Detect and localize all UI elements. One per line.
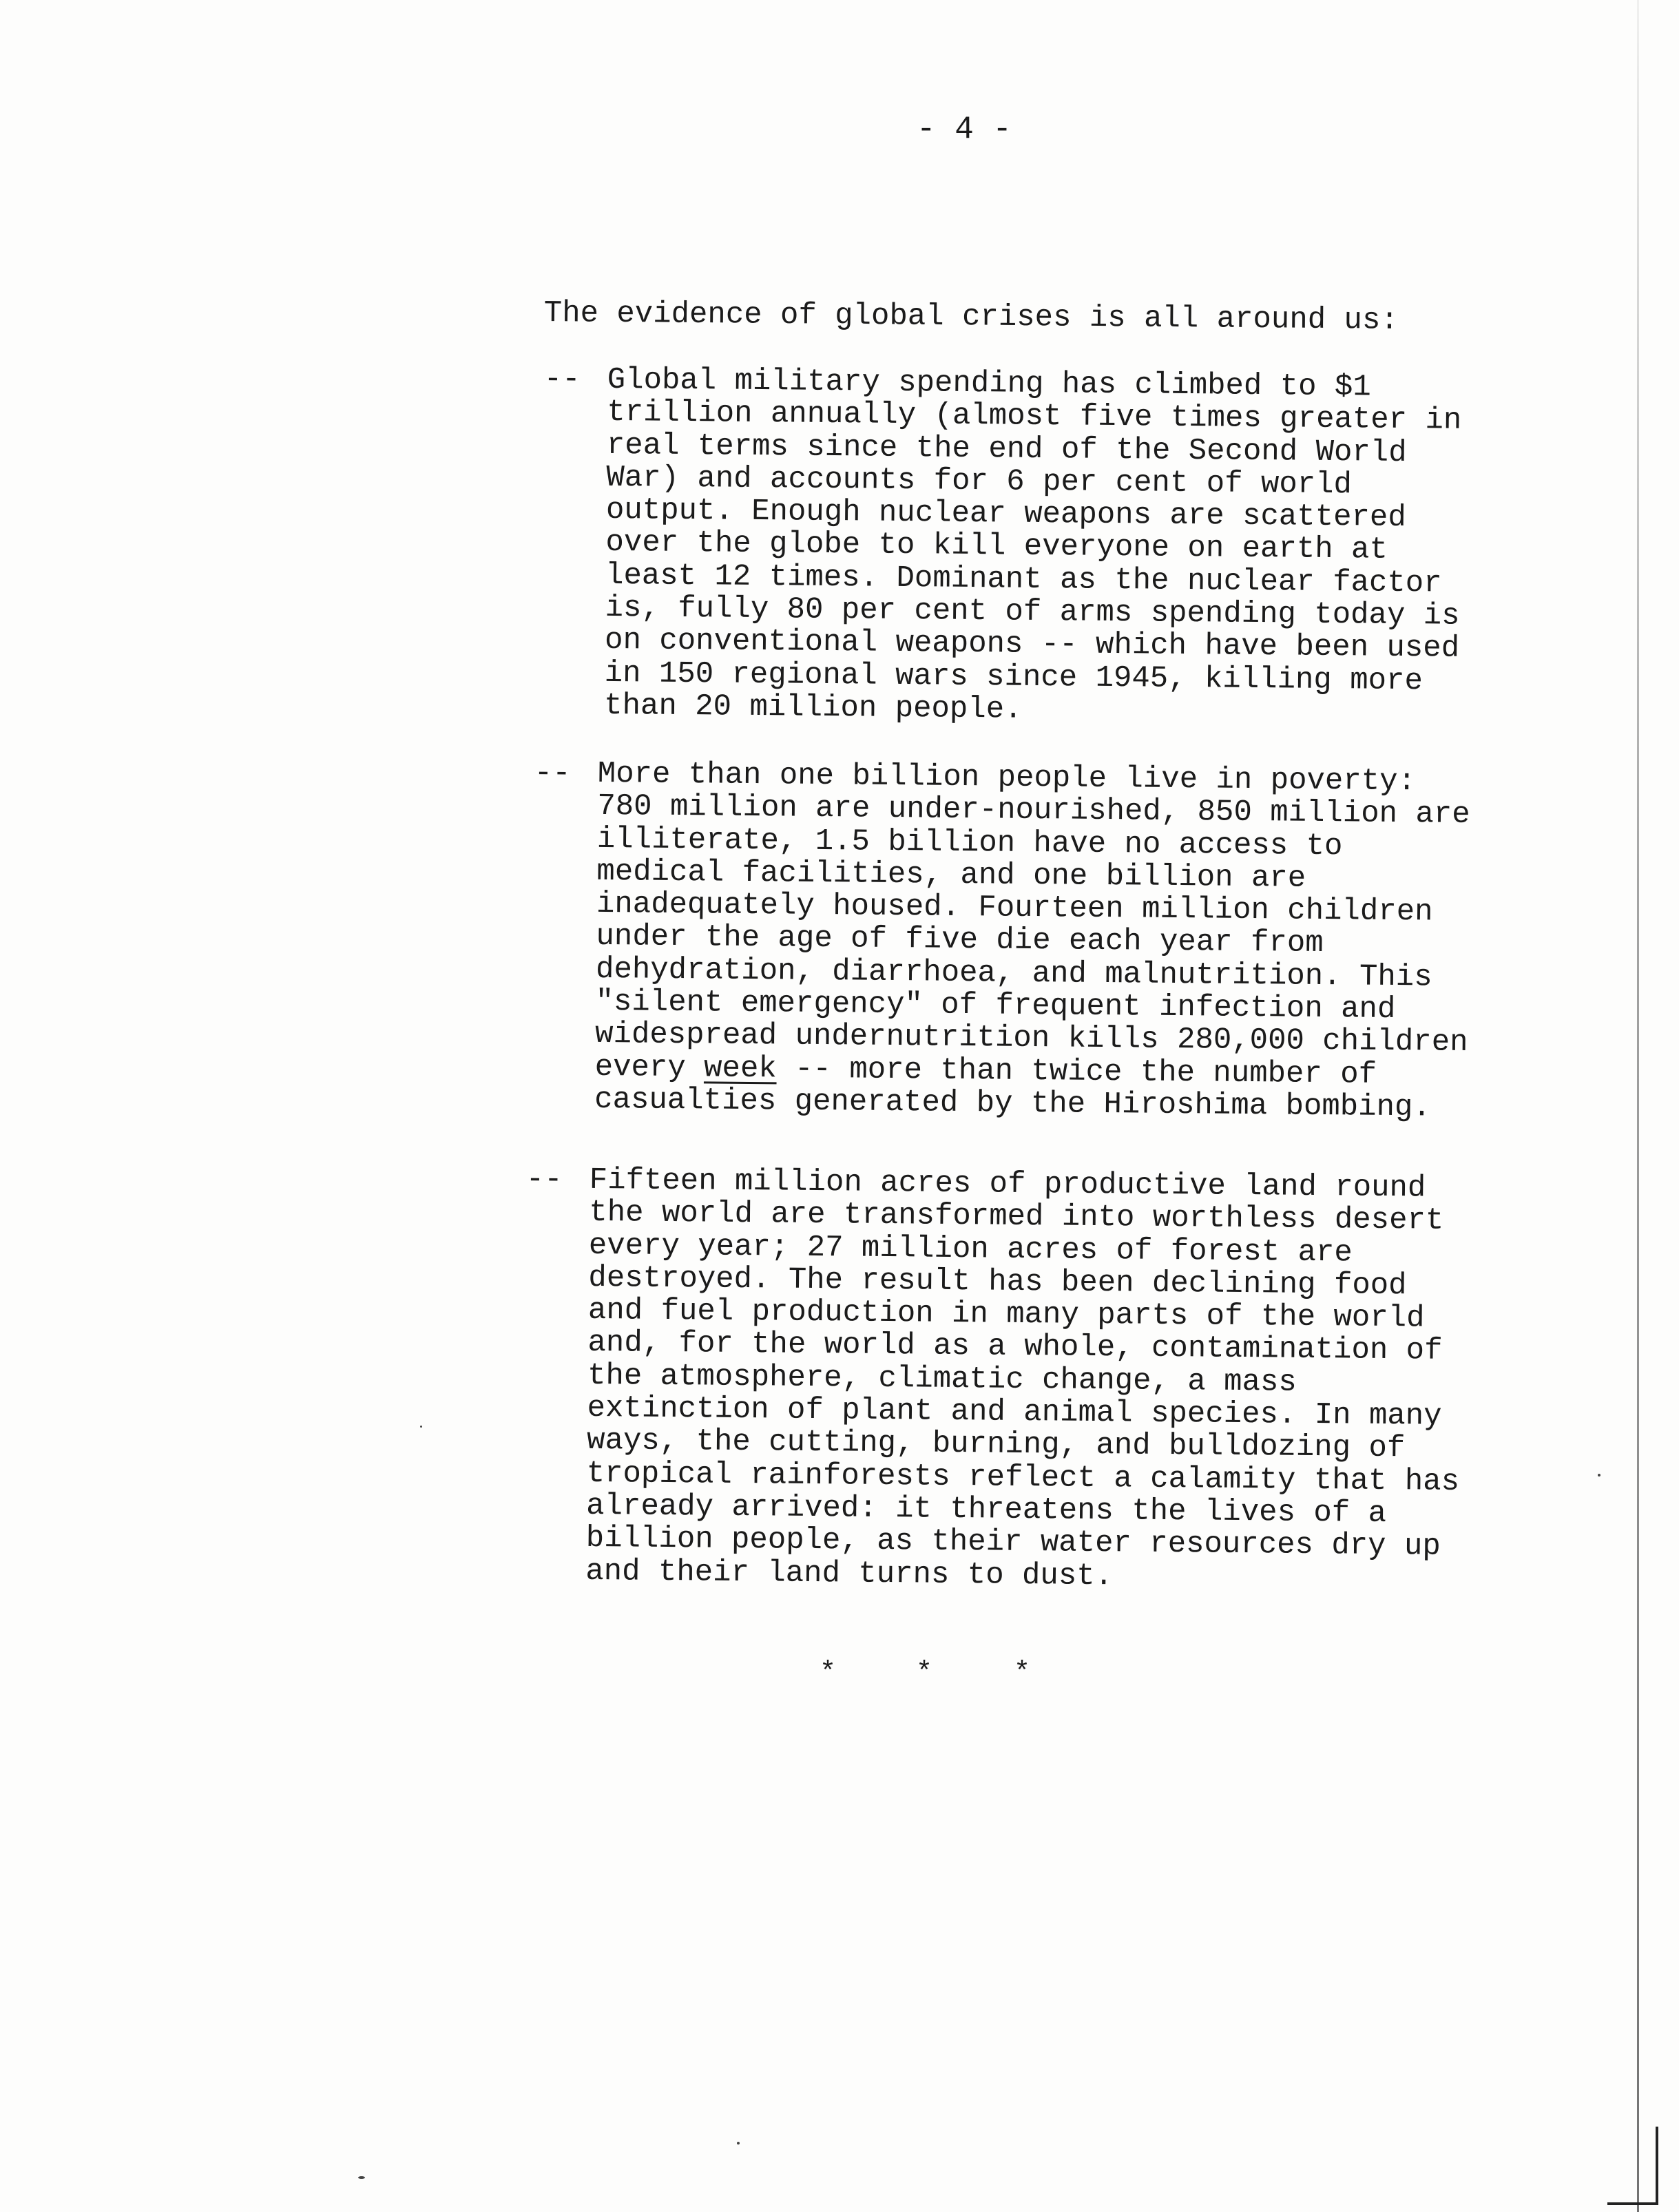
text-line: than 20 million people. [603,688,1023,727]
intro-sentence: The evidence of global crises is all around us: [543,295,1399,338]
text-line: on conventional weapons -- which have been used [604,623,1460,667]
text-line: More than one billion people live in poverty: [597,756,1417,800]
bullet-dash: -- [534,756,571,791]
text-line: real terms since the end of the Second World [606,428,1407,470]
text-line: 780 million are under-nourished, 850 million are [597,789,1470,833]
scan-speck [358,2176,365,2179]
text-line: and fuel production in many parts of the world [587,1293,1425,1336]
text-line: over the globe to kill everyone on earth at [605,525,1388,568]
text-line: least 12 times. Dominant as the nuclear factor [605,558,1442,601]
scan-speck [1598,1474,1600,1477]
bullet-dash: -- [525,1162,563,1198]
text-line: widespread undernutrition kills 280,000 children [594,1017,1468,1061]
text-line: under the age of five die each year from [596,919,1324,961]
text-line: is, fully 80 per cent of arms spending today is [605,590,1460,634]
text-line: "silent emergency" of frequent infection and [595,984,1396,1027]
text-line: the atmosphere, climatic change, a mass [587,1358,1297,1400]
text-line: Fifteen million acres of productive land round [589,1162,1426,1206]
page-number: - 4 - [916,112,1012,147]
separator-star: * [916,1658,933,1689]
separator-star: * [820,1658,837,1689]
text-line: billion people, as their water resources dry up [585,1521,1441,1565]
scan-speck [420,1426,422,1428]
text-line: output. Enough nuclear weapons are scattered [605,493,1406,536]
underlined-word: week [703,1051,777,1087]
text-line: tropical rainforests reflect a calamity that has [586,1456,1460,1499]
scan-speck [737,2142,740,2145]
bullet-text [594,758,1470,1125]
bullet-text [585,1162,1462,1596]
scan-edge-bracket [1607,2127,1658,2205]
text-line: casualties generated by the Hiroshima bombing. [594,1082,1432,1125]
text-line: and their land turns to dust. [585,1554,1114,1594]
text-line: in 150 regional wars since 1945, killing more [604,656,1424,698]
text-line: the world are transformed into worthless desert [589,1196,1444,1239]
text-line: War) and accounts for 6 per cent of world [606,460,1353,503]
text-line: destroyed. The result has been declining food [588,1260,1407,1304]
text-line: Global military spending has climbed to $1 [607,362,1371,405]
text-line: already arrived: it threatens the lives of a [585,1488,1387,1531]
scan-edge-line [1637,0,1639,2212]
text-line: every year; 27 million acres of forest are [588,1228,1353,1271]
bullet-text [604,364,1462,731]
text-segment: every [594,1050,705,1086]
text-line: inadequately housed. Fourteen million children [596,887,1433,930]
text-line: illiterate, 1.5 billion have no access to [596,822,1343,864]
text-line: and, for the world as a whole, contamination of [587,1326,1443,1369]
text-segment: -- more than twice the number of [776,1052,1377,1092]
text-line: dehydration, diarrhoea, and malnutrition. This [595,952,1432,995]
section-separator [820,1653,1040,1694]
text-line: medical facilities, and one billion are [596,854,1306,896]
text-line: ways, the cutting, burning, and bulldozing of [586,1423,1406,1466]
text-line: extinction of plant and animal species. In many [587,1390,1442,1434]
separator-star: * [1014,1658,1031,1689]
bullet-dash: -- [543,362,581,397]
text-line: trillion annually (almost five times greater in [607,395,1462,439]
